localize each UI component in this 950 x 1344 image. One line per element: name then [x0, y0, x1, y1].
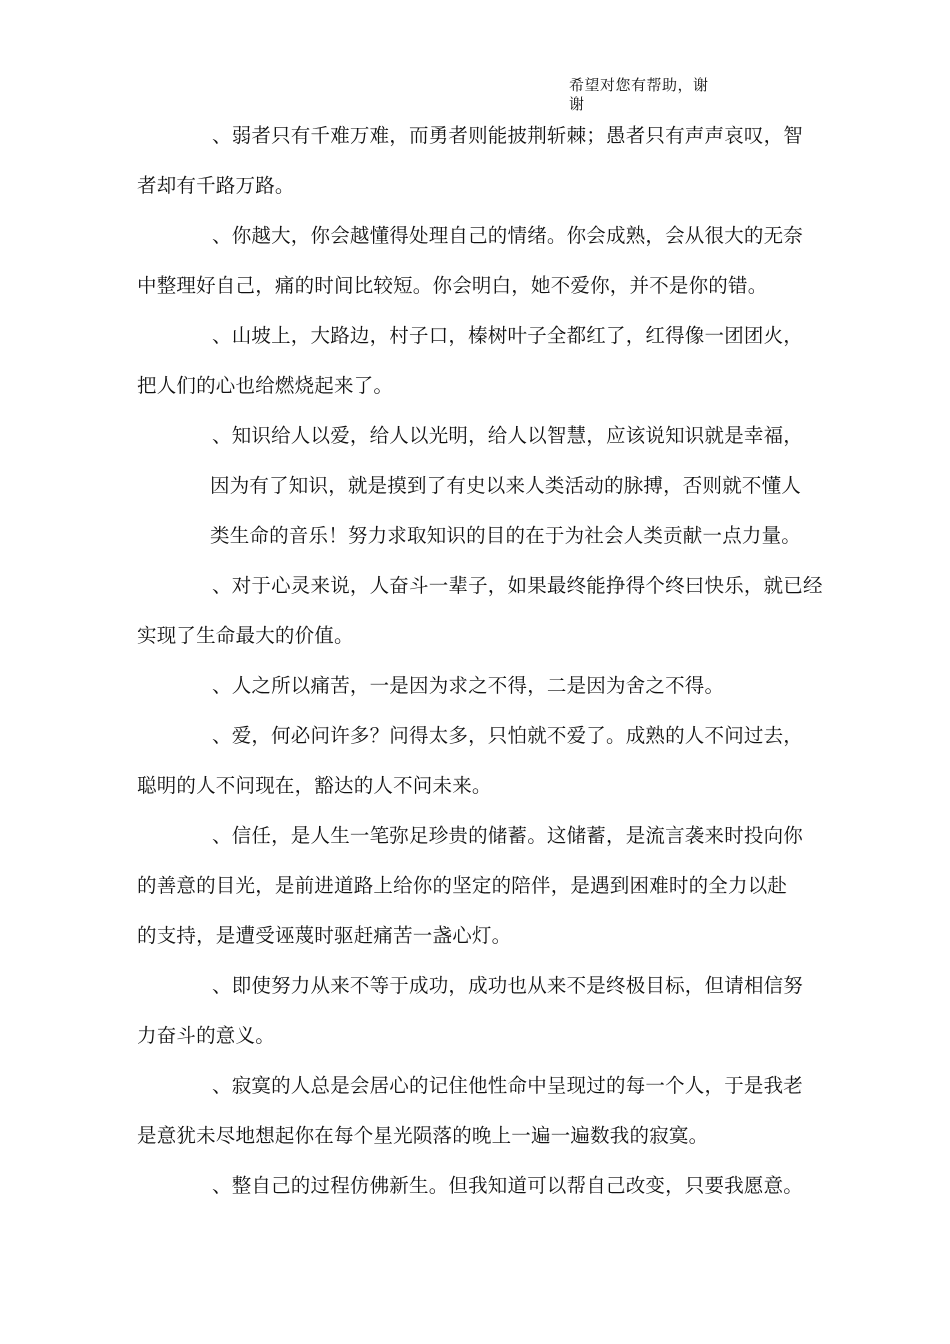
- paragraph-7-line-1: 、爱，何必问许多？问得太多，只怕就不爱了。成熟的人不问过去，: [212, 724, 804, 747]
- paragraph-4-line-2: 因为有了知识，就是摸到了有史以来人类活动的脉搏，否则就不懂人: [210, 474, 802, 497]
- paragraph-8-line-3: 的支持，是遭受诬蔑时驱赶痛苦一盏心灯。: [137, 924, 512, 947]
- paragraph-9-line-1: 、即使努力从来不等于成功，成功也从来不是终极目标，但请相信努: [212, 974, 804, 997]
- paragraph-2-line-2: 中整理好自己，痛的时间比较短。你会明白，她不爱你，并不是你的错。: [137, 274, 768, 297]
- paragraph-10-line-1: 、寂寞的人总是会居心的记住他性命中呈现过的每一个人，于是我老: [212, 1074, 804, 1097]
- paragraph-10-line-2: 是意犹未尽地想起你在每个星光陨落的晚上一遍一遍数我的寂寞。: [137, 1124, 709, 1147]
- paragraph-1-line-2: 者却有千路万路。: [137, 174, 295, 197]
- paragraph-8-line-1: 、信任，是人生一笔弥足珍贵的储蓄。这储蓄，是流言袭来时投向你: [212, 824, 804, 847]
- paragraph-2-line-1: 、你越大，你会越懂得处理自己的情绪。你会成熟，会从很大的无奈: [212, 224, 804, 247]
- paragraph-8-line-2: 的善意的目光，是前进道路上给你的坚定的陪伴，是遇到困难时的全力以赴: [137, 874, 788, 897]
- paragraph-3-line-1: 、山坡上，大路边，村子口，榛树叶子全都红了，红得像一团团火，: [212, 324, 804, 347]
- paragraph-4-line-3: 类生命的音乐！努力求取知识的目的在于为社会人类贡献一点力量。: [210, 524, 802, 547]
- paragraph-1-line-1: 、弱者只有千难万难，而勇者则能披荆斩棘；愚者只有声声哀叹，智: [212, 124, 804, 147]
- paragraph-9-line-2: 力奋斗的意义。: [137, 1024, 275, 1047]
- paragraph-4-line-1: 、知识给人以爱，给人以光明，给人以智慧，应该说知识就是幸福，: [212, 424, 804, 447]
- paragraph-5-line-1: 、对于心灵来说，人奋斗一辈子，如果最终能挣得个终曰快乐，就已经: [212, 574, 823, 597]
- paragraph-7-line-2: 聪明的人不问现在，豁达的人不问未来。: [137, 774, 492, 797]
- paragraph-3-line-2: 把人们的心也给燃烧起来了。: [137, 374, 394, 397]
- paragraph-6-line-1: 、人之所以痛苦，一是因为求之不得，二是因为舍之不得。: [212, 674, 725, 697]
- paragraph-5-line-2: 实现了生命最大的价值。: [137, 624, 354, 647]
- paragraph-11-line-1: 、整自己的过程仿佛新生。但我知道可以帮自己改变，只要我愿意。: [212, 1174, 804, 1197]
- header-note: 希望对您有帮助，谢谢: [569, 76, 709, 113]
